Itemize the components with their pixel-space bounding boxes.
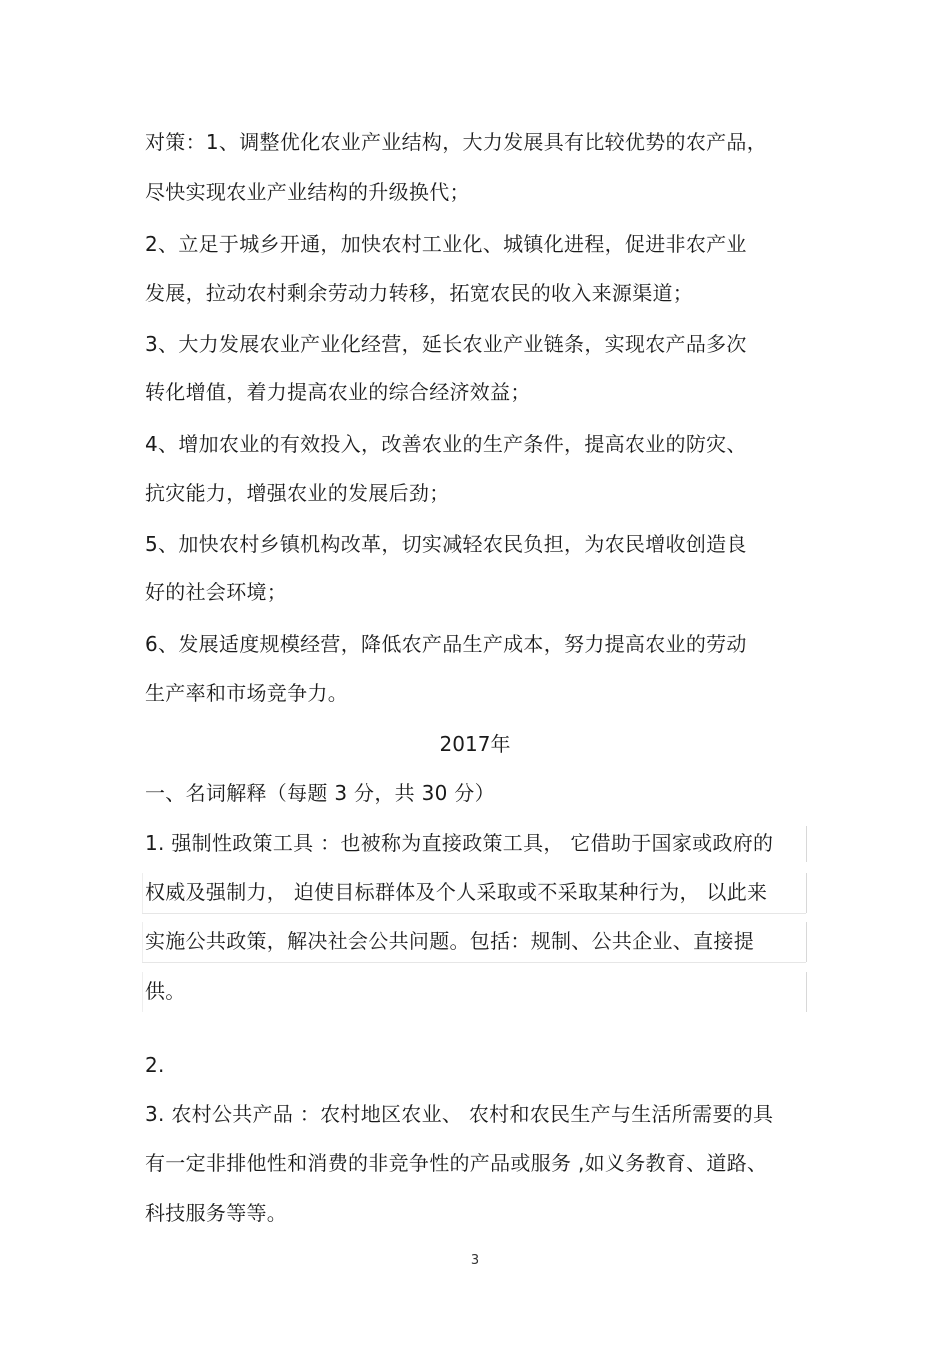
text-line: 4、增加农业的有效投入，改善农业的生产条件，提高农业的防灾、 [145, 432, 747, 456]
section-heading: 一、名词解释（每题 3 分，共 30 分） [145, 781, 495, 805]
term1-line: 权威及强制力， 迫使目标群体及个人采取或不采取某种行为， 以此来 [145, 880, 768, 904]
box-border [142, 972, 143, 1012]
box-divider [142, 913, 806, 914]
text-line: 尽快实现农业产业结构的升级换代； [145, 180, 470, 204]
box-border [142, 922, 143, 962]
text-line: 发展，拉动农村剩余劳动力转移，拓宽农民的收入来源渠道； [145, 281, 694, 305]
page-number: 3 [470, 1253, 480, 1268]
text-line: 3、大力发展农业产业化经营，延长农业产业链条，实现农产品多次 [145, 332, 747, 356]
box-border [806, 873, 807, 913]
term1-line: 供。 [145, 979, 186, 1003]
box-border [806, 972, 807, 1012]
term3-line: 科技服务等等。 [145, 1201, 288, 1225]
text-line: 5、加快农村乡镇机构改革，切实减轻农民负担，为农民增收创造良 [145, 532, 747, 556]
text-line: 好的社会环境； [145, 580, 288, 604]
text-line: 生产率和市场竞争力。 [145, 681, 348, 705]
text-line: 抗灾能力，增强农业的发展后劲； [145, 481, 450, 505]
term3-line: 有一定非排他性和消费的非竞争性的产品或服务 ,如义务教育、道路、 [145, 1151, 768, 1175]
term1-line: 实施公共政策，解决社会公共问题。包括：规制、公共企业、直接提 [145, 929, 754, 953]
item-2: 2. [145, 1053, 165, 1077]
text-line: 2、立足于城乡开通，加快农村工业化、城镇化进程，促进非农产业 [145, 232, 747, 256]
year-heading: 2017年 [439, 732, 511, 756]
term1-line: 1. 强制性政策工具 ：也被称为直接政策工具， 它借助于国家或政府的 [145, 831, 774, 855]
term3-line: 3. 农村公共产品 ：农村地区农业、 农村和农民生产与生活所需要的具 [145, 1102, 774, 1126]
text-line: 对策：1、调整优化农业产业结构，大力发展具有比较优势的农产品， [145, 130, 768, 154]
box-border [806, 826, 807, 862]
box-border [142, 873, 143, 913]
text-line: 6、发展适度规模经营，降低农产品生产成本，努力提高农业的劳动 [145, 632, 747, 656]
box-border [806, 922, 807, 962]
box-divider [142, 962, 806, 963]
text-line: 转化增值，着力提高农业的综合经济效益； [145, 380, 531, 404]
